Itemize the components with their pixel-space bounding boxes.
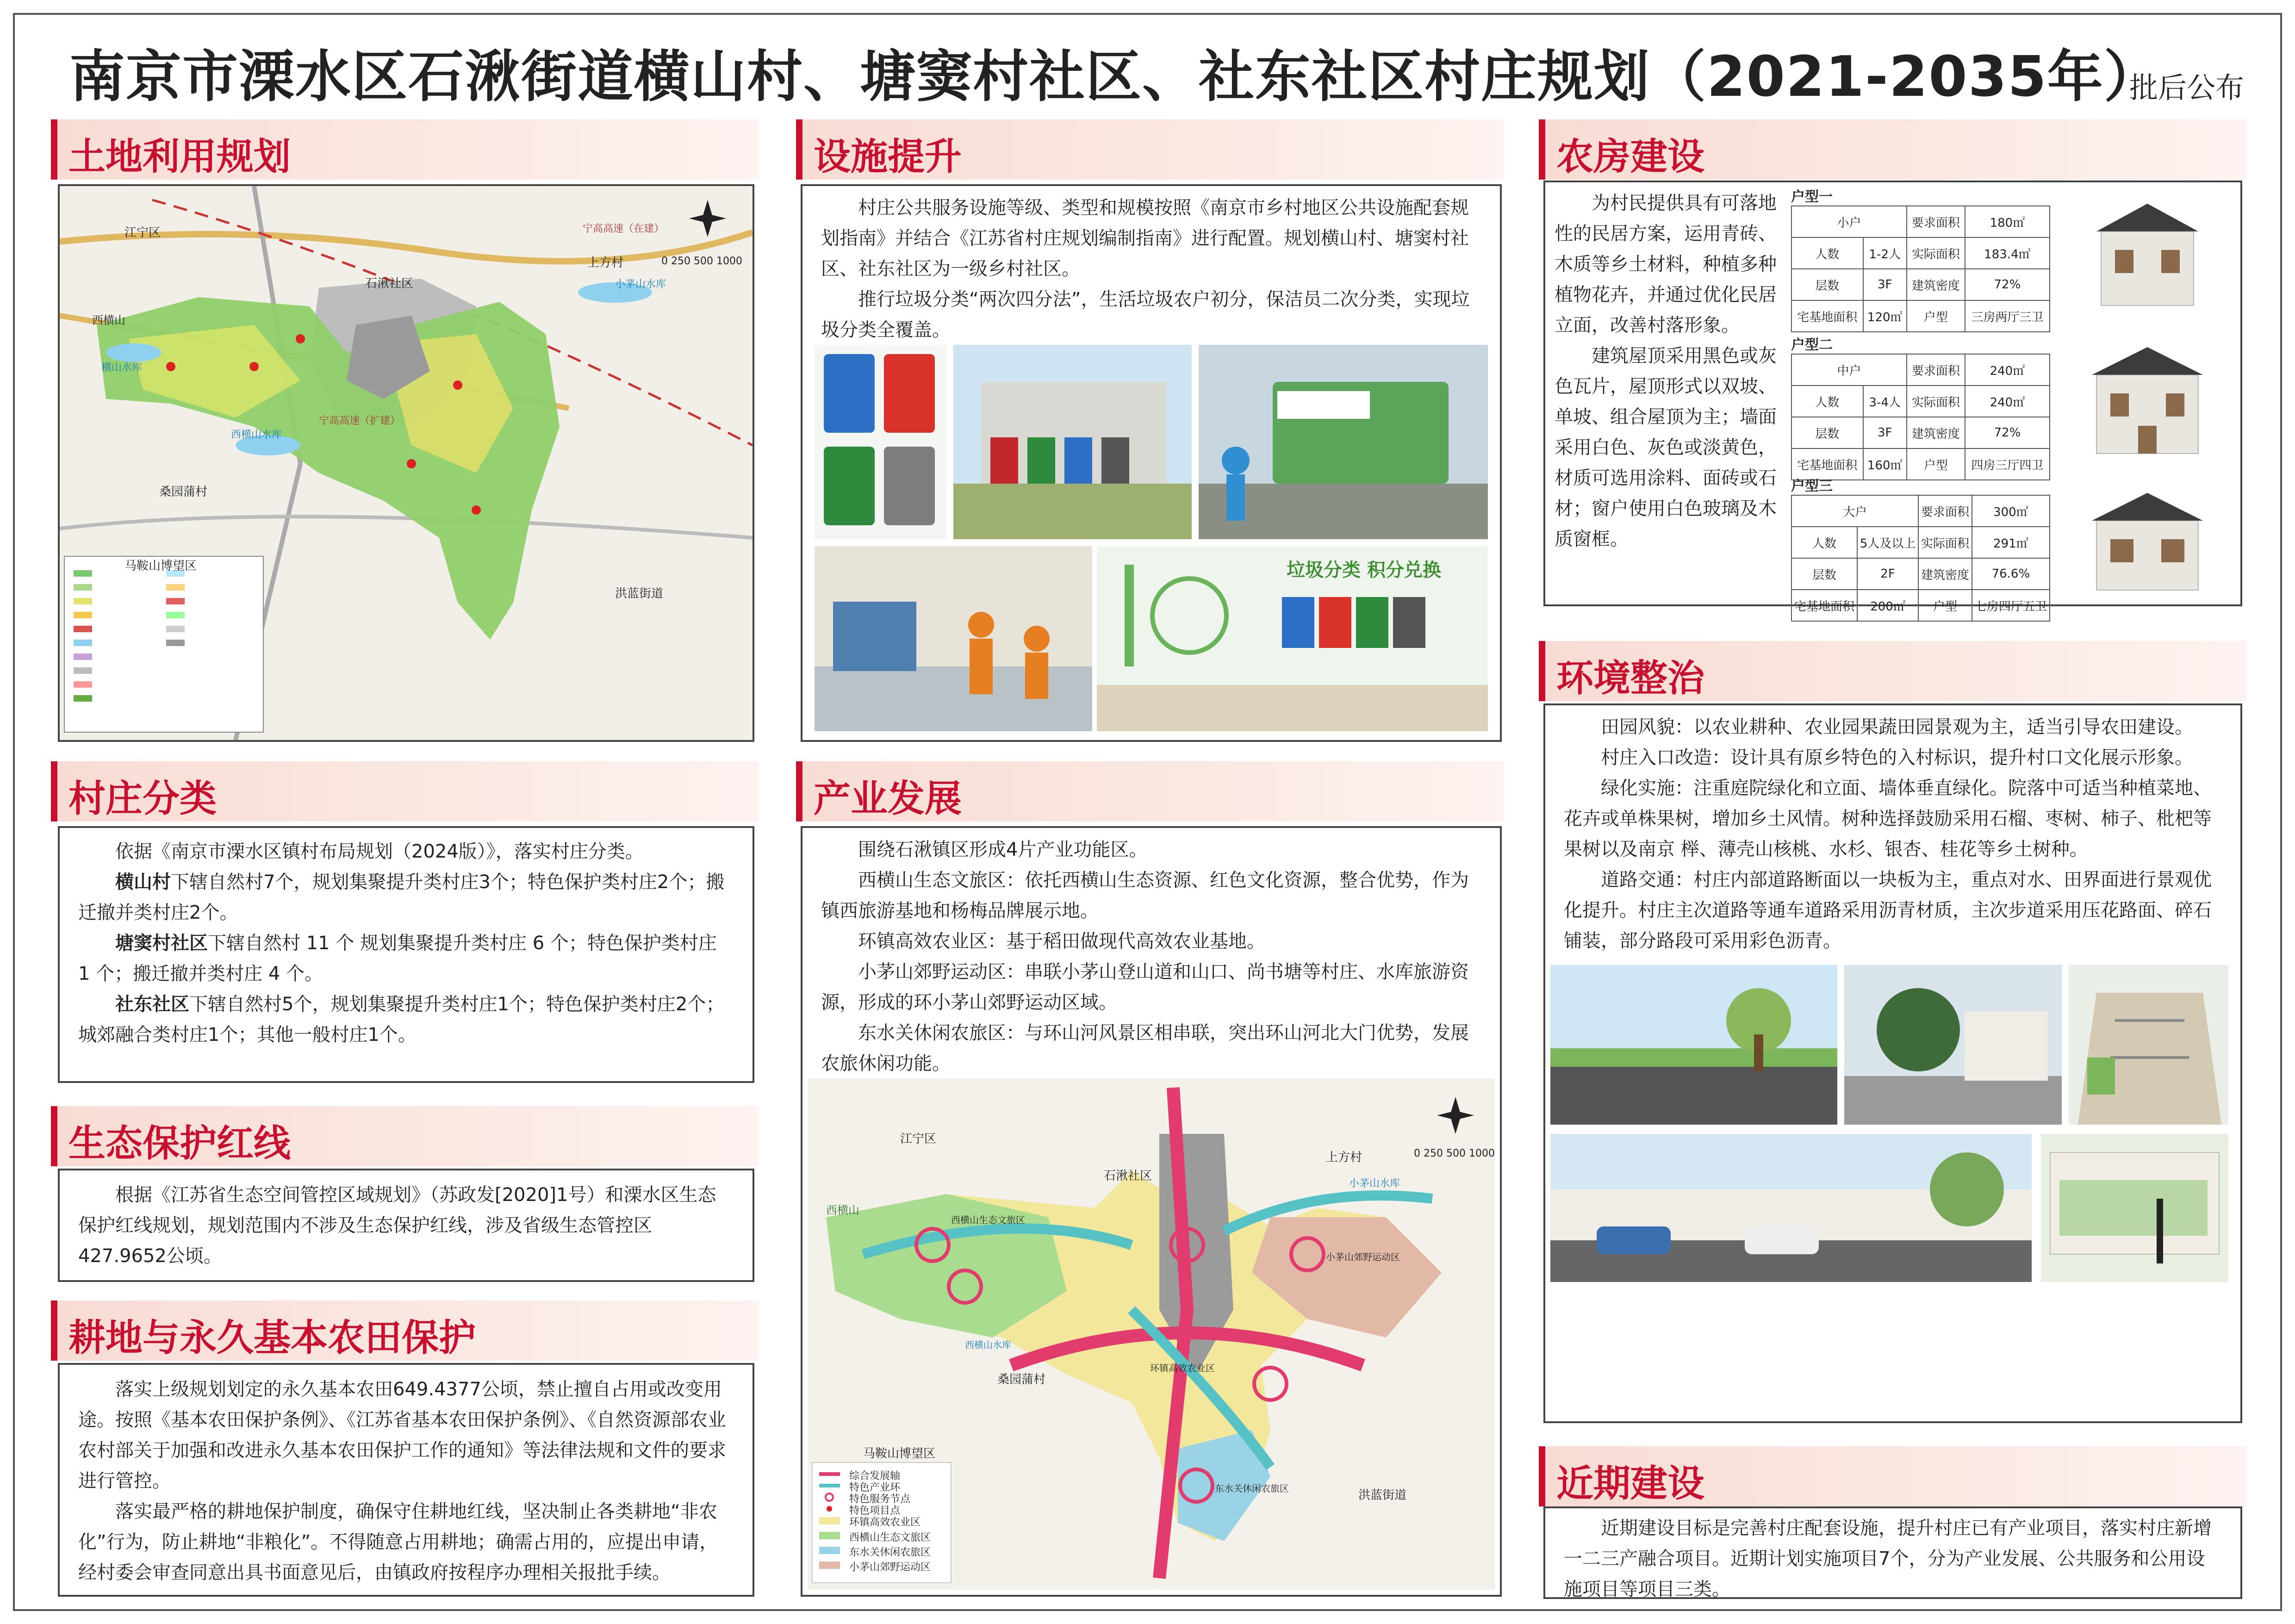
house-render-1 [2069,194,2226,315]
points-exchange-photo [1097,546,1488,731]
map1-scale: 0 250 500 1000 [661,255,742,267]
garbage-truck-photo [1199,345,1488,539]
map2-label-shiqiu: 石湫社区 [1104,1169,1152,1183]
section-land-use-header: 土地利用规划 [51,119,759,180]
map2-legend-2: 特色服务节点 [849,1493,911,1505]
map2-label-zone-maoshan: 小茅山郊野运动区 [1326,1251,1400,1263]
facilities-p1: 村庄公共服务设施等级、类型和规模按照《南京市乡村地区公共设施配套规划指南》并结合《江苏省村庄规划编制指南》进行配置。规划横山村、塘窦村社区、社东社区为一级乡村社区。 [821,197,1469,280]
industry-p5: 东水关休闲农旅区：与环山河风景区相串联，突出环山河北大门优势，发展农旅休闲功能。 [821,1022,1469,1074]
map1-label-maanshan: 马鞍山博望区 [124,559,197,573]
industry-p4: 小茅山郊野运动区：串联小茅山登山道和山口、尚书塘等村庄、水库旅游资源，形成的环小茅山郊野运动区域。 [821,961,1469,1013]
env-render-4 [1550,1134,2032,1282]
map2-legend-1: 特色产业环 [849,1482,901,1493]
village-class-p4: 社东社区下辖自然村5个，规划集聚提升类村庄1个；特色保护类村庄2个；城郊融合类村庄1个；其他一般村庄1个。 [78,994,725,1045]
map2-label-honglan: 洪蓝街道 [1358,1488,1407,1502]
house-render-2 [2069,342,2226,463]
house-type-1: 户型一 小户 要求面积 180㎡ 人数 1-2人 实际面积 183.4㎡ 层数 3F 建筑密度 72% 宅基地面积 120㎡ 户型 三房两厅三卫 [1791,185,2050,332]
section-housing-header: 农房建设 [1539,119,2247,180]
page-title: 南京市溧水区石湫街道横山村、塘窦村社区、社东社区村庄规划（2021-2035年） [69,45,2160,109]
map1-label-xihengshan: 西横山 [92,314,125,327]
eco-p1: 根据《江苏省生态空间管控区域规划》（苏政发[2020]1号）和溧水区生态保护红线规划，规划范围内不涉及生态保护红线，涉及省级生态管控区427.9652公顷。 [78,1184,716,1267]
map2-label-maanshan: 马鞍山博望区 [863,1447,936,1461]
facilities-p2: 推行垃圾分类“两次四分法”，生活垃圾农户初分，保洁员二次分类，实现垃圾分类全覆盖。 [821,289,1470,341]
section-farmland-header: 耕地与永久基本农田保护 [51,1300,759,1361]
map2-label-xihengshan: 西横山 [826,1204,859,1217]
map2-label-zone-agri: 环镇高效农业区 [1150,1363,1215,1374]
env-render-1 [1550,965,1837,1125]
map2-legend-7: 小茅山郊野运动区 [849,1562,931,1573]
industry-map [808,1078,1495,1590]
map2-legend-3: 特色项目点 [849,1505,901,1517]
section-facilities-header: 设施提升 [796,119,1504,180]
map2-label-jiangning: 江宁区 [900,1132,937,1146]
map2-legend-5: 西横山生态文旅区 [849,1532,931,1543]
village-class-p3: 塘窦村社区下辖自然村 11 个 规划集聚提升类村庄 6 个；特色保护类村庄 1 个；搬迁撤并类村庄 4 个。 [78,933,717,984]
near-term-p1: 近期建设目标是完善村庄配套设施，提升村庄已有产业项目，落实村庄新增一二三产融合项目。近期计划实施项目7个，分为产业发展、公共服务和公用设施项目等项目三类。 [1564,1518,2212,1600]
environment-p1: 田园风貌：以农业耕种、农业园果蔬田园景观为主，适当引导农田建设。 [1601,716,2193,738]
env-render-3 [2069,965,2228,1125]
map2-scale: 0 250 500 1000 [1414,1148,1495,1159]
map1-label-expressway-2: 宁高高速（扩建） [319,415,401,427]
map2-legend-4: 环镇高效农业区 [849,1517,921,1528]
environment-p2: 村庄入口改造：设计具有原乡特色的入村标识，提升村口文化展示形象。 [1601,747,2193,768]
eco-box [58,1169,754,1282]
land-use-map [58,184,754,742]
section-environment-header: 环境整治 [1539,641,2247,701]
map2-label-shangfang: 上方村 [1326,1151,1362,1164]
map1-label-sangyuanpu: 桑园蒲村 [159,485,208,499]
near-term-box [1543,1506,2242,1599]
industry-p3: 环镇高效农业区：基于稻田做现代高效农业基地。 [858,931,1265,952]
publish-note: 批后公布 [2129,71,2244,105]
map1-label-shangfang: 上方村 [587,256,624,270]
industry-p2: 西横山生态文旅区：依托西横山生态资源、红色文化资源，整合优势，作为镇西旅游基地和杨梅品牌展示地。 [821,870,1469,921]
housing-text [1555,188,1786,554]
map1-label-jiangning: 江宁区 [124,226,161,240]
land-use-map-svg [60,186,753,740]
housing-p2: 建筑屋顶采用黑色或灰色瓦片，屋顶形式以双坡、单坡、组合屋顶为主；墙面采用白色、灰色或淡黄色，材质可选用涂料、面砖或石材；窗户使用白色玻璃及木质窗框。 [1555,345,1777,550]
sorting-room-photo [815,546,1092,731]
map1-label-xihengshan-reservoir: 西横山水库 [231,429,282,441]
map1-label-honglan: 洪蓝街道 [615,587,664,601]
map1-label-xiaomaoshan-reservoir: 小茅山水库 [615,279,666,290]
map2-label-sangyuanpu: 桑园蒲村 [997,1373,1046,1387]
section-industry-header: 产业发展 [796,761,1504,821]
map2-label-zone-west: 西横山生态文旅区 [951,1214,1025,1226]
map2-legend-6: 东水关休闲农旅区 [849,1547,931,1558]
section-eco-header: 生态保护红线 [51,1106,759,1166]
farmland-box [58,1363,754,1597]
house-type-3: 户型三 大户 要求面积 300㎡ 人数 5人及以上 实际面积 291㎡ 层数 2F 建筑密度 76.6% 宅基地面积 200㎡ 户型 七房四厅五卫 [1791,474,2050,622]
house-render-3 [2069,479,2226,599]
section-near-term-header: 近期建设 [1539,1446,2247,1506]
map2-label-zone-dongshui: 东水关休闲农旅区 [1215,1483,1289,1494]
map2-label-reservoir: 小茅山水库 [1349,1178,1400,1189]
map2-label-west-reservoir: 西横山水库 [965,1339,1011,1350]
industry-p1: 围绕石湫镇区形成4片产业功能区。 [858,839,1148,860]
map1-label-expressway: 宁高高速（在建） [583,223,665,235]
trash-station-photo [953,345,1192,539]
section-village-class-header: 村庄分类 [51,761,759,821]
house-type-2: 户型二 中户 要求面积 240㎡ 人数 3-4人 实际面积 240㎡ 层数 3F 建筑密度 72% 宅基地面积 160㎡ 户型 四房三厅四卫 [1791,333,2050,480]
farmland-p2: 落实最严格的耕地保护制度，确保守住耕地红线，坚决制止各类耕地“非农化”行为，防止耕地“非粮化”。不得随意占用耕地；确需占用的，应提出申请，经村委会审查同意出具书面意见后，由镇政府按程序办理相关报批手续。 [78,1501,718,1583]
map1-label-hengshan-reservoir: 横山水库 [101,362,143,373]
board-title: 垃圾分类 积分兑换 [1287,560,1441,581]
environment-p4: 道路交通：村庄内部道路断面以一块板为主，重点对水、田界面进行景观优化提升。村庄主次道路等通车道路采用沥青材质，主次步道采用压花路面、碎石铺装，部分路段可采用彩色沥青。 [1564,869,2212,952]
housing-p1: 为村民提供具有可落地性的民居方案，运用青砖、木质等乡土材料，种植多种植物花卉，并通过优化民居立面，改善村落形象。 [1555,193,1777,336]
village-class-box [58,826,754,1083]
map1-label-shiqiu: 石湫社区 [365,277,414,291]
trash-bins-photo [815,345,946,539]
village-class-p1: 依据《南京市溧水区镇村布局规划（2024版）》，落实村庄分类。 [115,841,644,862]
village-class-p2: 横山村下辖自然村7个，规划集聚提升类村庄3个；特色保护类村庄2个；搬迁撤并类村庄2个。 [78,871,725,923]
map2-legend-0: 综合发展轴 [849,1470,901,1482]
farmland-p1: 落实上级规划划定的永久基本农田649.4377公顷，禁止擅自占用或改变用途。按照《基本农田保护条例》、《江苏省基本农田保护条例》、《自然资源部农业农村部关于加强和改进永久基本农田保护工作的通知》等法律法规和文件的要求进行管控。 [78,1379,726,1492]
env-render-5 [2041,1134,2228,1282]
environment-p3: 绿化实施：注重庭院绿化和立面、墙体垂直绿化。院落中可适当种植菜地、花卉或单株果树，增加乡土风情。树种选择鼓励采用石榴、枣树、柿子、枇杷等果树以及南京 榉、薄壳山核桃、水杉、银杏、桂花等乡土树种。 [1564,778,2212,860]
env-render-2 [1844,965,2062,1125]
